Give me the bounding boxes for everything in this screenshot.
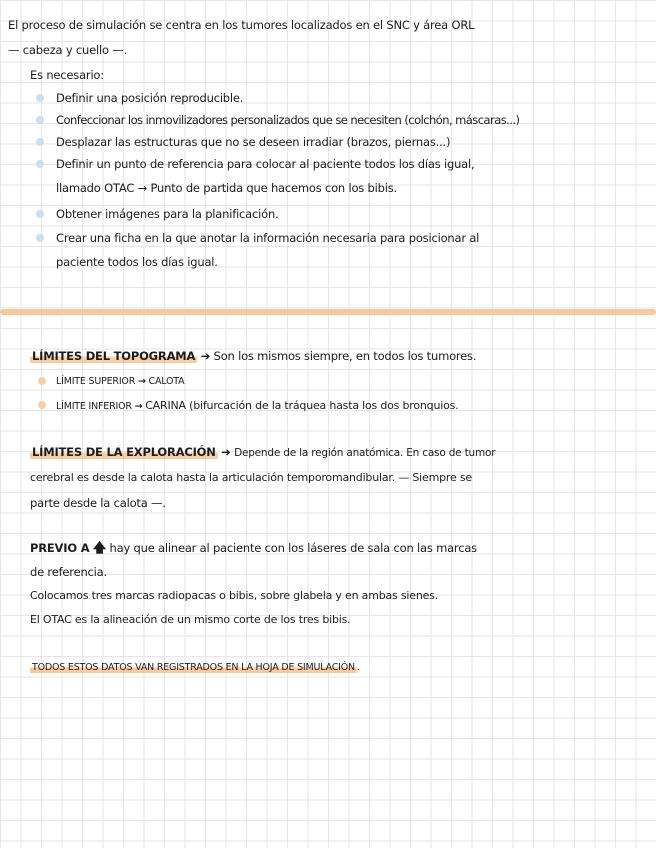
limite-superior-label: LÍMITE SUPERIOR xyxy=(56,376,136,387)
footer-highlighted-text: TODOS ESTOS DATOS VAN REGISTRADOS EN LA HOJA DE SIMULACIÓN xyxy=(32,662,355,673)
previo-heading: PREVIO A xyxy=(30,541,90,555)
arrow-right-icon: → xyxy=(137,376,146,387)
arrow-right-icon: → xyxy=(134,401,143,412)
intro-line-1: El proceso de simulación se centra en los tumores localizados en el SNC y área ORL xyxy=(8,18,475,32)
footer-row xyxy=(30,660,360,676)
previo-row xyxy=(30,540,477,557)
bullet-dot xyxy=(36,210,44,218)
bullet-dot xyxy=(38,377,46,385)
bullet-dot xyxy=(36,138,44,146)
bullet-item: Desplazar las estructuras que no se deseen irradiar (brazos, piernas...) xyxy=(56,135,451,149)
exploracion-line-3: parte desde la calota —. xyxy=(30,496,166,510)
previo-line-3: Colocamos tres marcas radiopacas o bibis, sobre glabela y en ambas sienes. xyxy=(30,589,438,602)
bullet-item: Definir un punto de referencia para colocar al paciente todos los días igual, xyxy=(56,157,475,171)
bullet-item: Confeccionar los inmovilizadores personalizados que se necesiten (colchón, máscaras...) xyxy=(56,113,520,127)
previo-line-1: hay que alinear al paciente con los láseres de sala con las marcas xyxy=(109,541,477,555)
bullet-item: Crear una ficha en la que anotar la información necesaria para posicionar al xyxy=(56,231,480,245)
bullet-dot xyxy=(36,94,44,102)
intro-line-2: — cabeza y cuello —. xyxy=(8,43,128,57)
topograma-text: Son los mismos siempre, en todos los tumores. xyxy=(213,349,477,363)
previo-line-2: de referencia. xyxy=(30,565,107,579)
limite-inferior-row xyxy=(56,398,458,415)
bullet-item-continuation: paciente todos los días igual. xyxy=(56,255,218,269)
exploracion-line-2: cerebral es desde la calota hasta la articulación temporomandibular. — Siempre se xyxy=(30,471,472,484)
limite-inferior-label: LÍMITE INFERIOR xyxy=(56,401,132,412)
footer-period: . xyxy=(356,662,360,673)
bullet-dot xyxy=(38,401,46,409)
arrow-right-icon: ➔ xyxy=(221,445,231,459)
limite-superior-row xyxy=(56,374,184,390)
bullet-dot xyxy=(36,160,44,168)
previo-line-4: El OTAC es la alineación de un mismo corte de los tres bibis. xyxy=(30,613,351,626)
necesario-label: Es necesario: xyxy=(30,68,104,82)
section-divider xyxy=(0,309,656,315)
bullet-dot xyxy=(36,234,44,242)
topograma-heading: LÍMITES DEL TOPOGRAMA xyxy=(32,349,196,363)
exploracion-line-1: Depende de la región anatómica. En caso de tumor xyxy=(234,447,496,459)
bullet-dot xyxy=(36,116,44,124)
arrow-right-icon: ➔ xyxy=(200,349,211,363)
limite-inferior-value: CARINA (bifurcación de la tráquea hasta los dos bronquios. xyxy=(145,399,459,412)
exploracion-heading: LÍMITES DE LA EXPLORACIÓN xyxy=(32,445,216,459)
bullet-item: Obtener imágenes para la planificación. xyxy=(56,207,279,221)
exploracion-row xyxy=(30,444,495,461)
limite-superior-value: CALOTA xyxy=(148,376,185,387)
bullet-item: Definir una posición reproducible. xyxy=(56,91,244,105)
bullet-item-continuation: llamado OTAC → Punto de partida que hacemos con los bibis. xyxy=(56,181,397,195)
topograma-row xyxy=(30,348,476,364)
arrow-up-icon: 🡅 xyxy=(92,541,107,556)
